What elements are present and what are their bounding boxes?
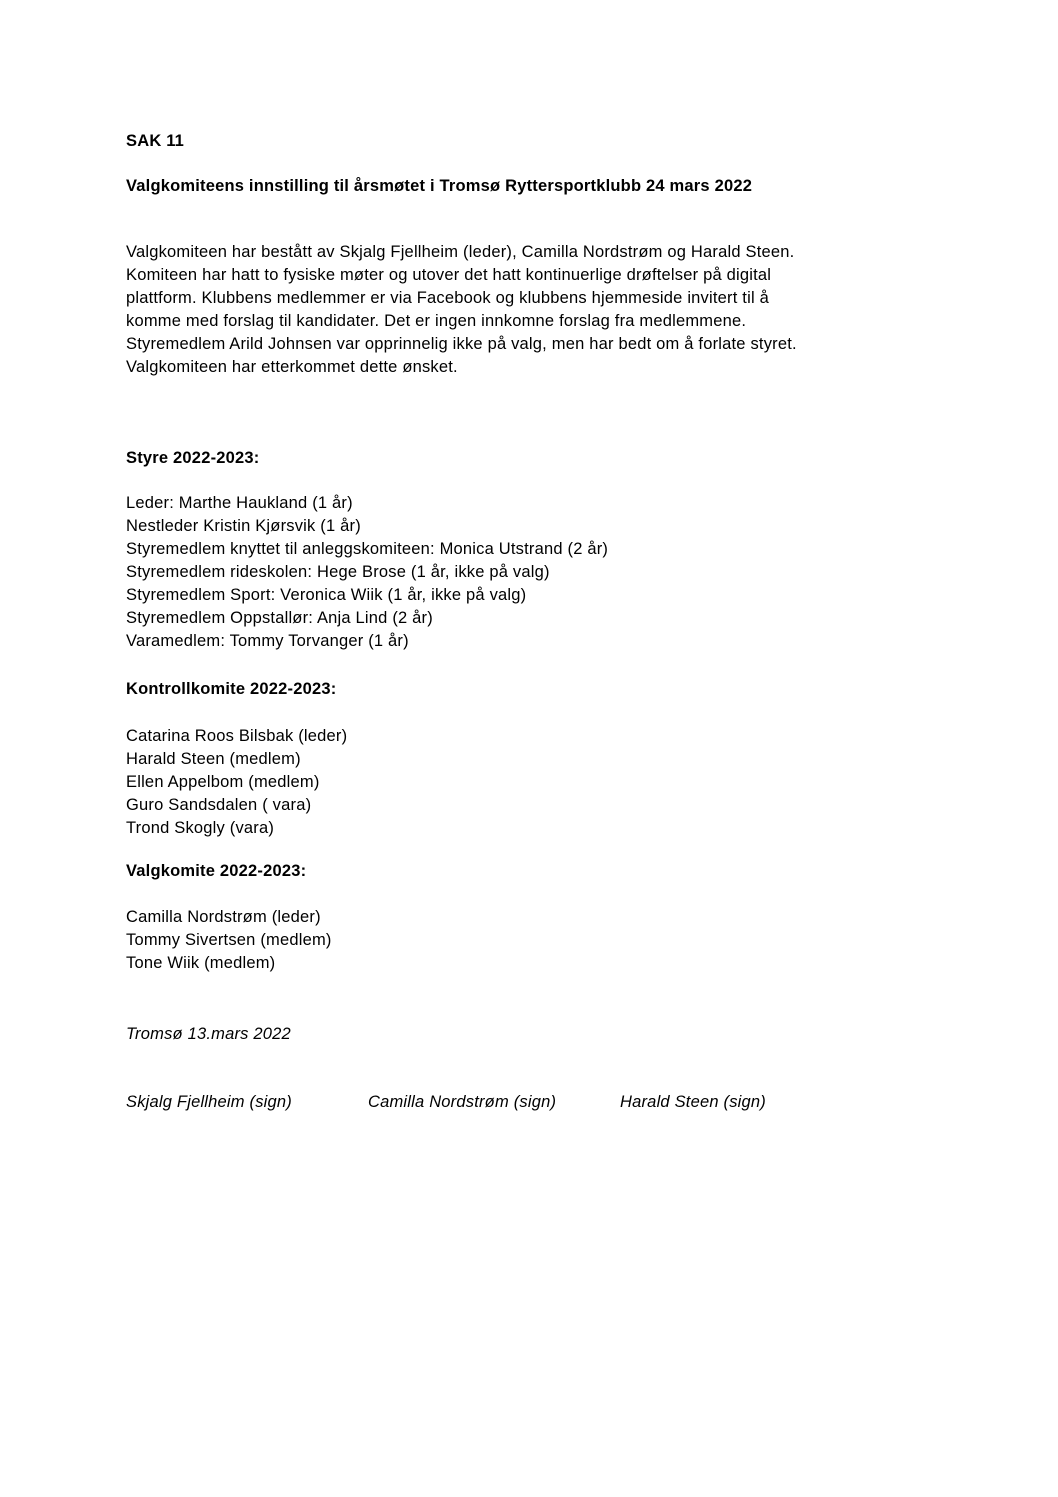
intro-line: Valgkomiteen har bestått av Skjalg Fjellheim (leder), Camilla Nordstrøm og Harald Steen.	[126, 243, 795, 261]
intro-paragraph	[126, 241, 797, 379]
valgkomite-list	[126, 906, 332, 975]
list-item: Styremedlem Oppstallør: Anja Lind (2 år)	[126, 609, 433, 627]
list-item: Ellen Appelbom (medlem)	[126, 773, 320, 791]
dateline: Tromsø 13.mars 2022	[126, 1025, 291, 1043]
list-item: Harald Steen (medlem)	[126, 750, 301, 768]
list-item: Nestleder Kristin Kjørsvik (1 år)	[126, 517, 361, 535]
kontrollkomite-section-heading: Kontrollkomite 2022-2023:	[126, 680, 337, 698]
list-item: Styremedlem Sport: Veronica Wiik (1 år, ikke på valg)	[126, 586, 527, 604]
signature-name: Harald Steen (sign)	[620, 1093, 766, 1111]
styre-list	[126, 492, 608, 653]
kontrollkomite-list	[126, 725, 347, 840]
list-item: Camilla Nordstrøm (leder)	[126, 908, 321, 926]
styre-section-heading: Styre 2022-2023:	[126, 449, 260, 467]
intro-line: Styremedlem Arild Johnsen var opprinnelig ikke på valg, men har bedt om å forlate styret.	[126, 335, 797, 353]
list-item: Trond Skogly (vara)	[126, 819, 275, 837]
intro-line: Komiteen har hatt to fysiske møter og utover det hatt kontinuerlige drøftelser på digital	[126, 266, 772, 284]
list-item: Tommy Sivertsen (medlem)	[126, 931, 332, 949]
signature-name: Skjalg Fjellheim (sign)	[126, 1093, 292, 1111]
case-number-heading: SAK 11	[126, 132, 185, 150]
document-title: Valgkomiteens innstilling til årsmøtet i Tromsø Ryttersportklubb 24 mars 2022	[126, 177, 753, 195]
signature-name: Camilla Nordstrøm (sign)	[368, 1093, 557, 1111]
list-item: Guro Sandsdalen ( vara)	[126, 796, 312, 814]
intro-line: komme med forslag til kandidater. Det er ingen innkomne forslag fra medlemmene.	[126, 312, 747, 330]
list-item: Leder: Marthe Haukland (1 år)	[126, 494, 353, 512]
intro-line: plattform. Klubbens medlemmer er via Facebook og klubbens hjemmeside invitert til å	[126, 289, 769, 307]
intro-line: Valgkomiteen har etterkommet dette ønsket.	[126, 358, 458, 376]
list-item: Styremedlem rideskolen: Hege Brose (1 år, ikke på valg)	[126, 563, 550, 581]
list-item: Catarina Roos Bilsbak (leder)	[126, 727, 348, 745]
valgkomite-section-heading: Valgkomite 2022-2023:	[126, 862, 307, 880]
list-item: Varamedlem: Tommy Torvanger (1 år)	[126, 632, 409, 650]
list-item: Tone Wiik (medlem)	[126, 954, 276, 972]
list-item: Styremedlem knyttet til anleggskomiteen: Monica Utstrand (2 år)	[126, 540, 609, 558]
